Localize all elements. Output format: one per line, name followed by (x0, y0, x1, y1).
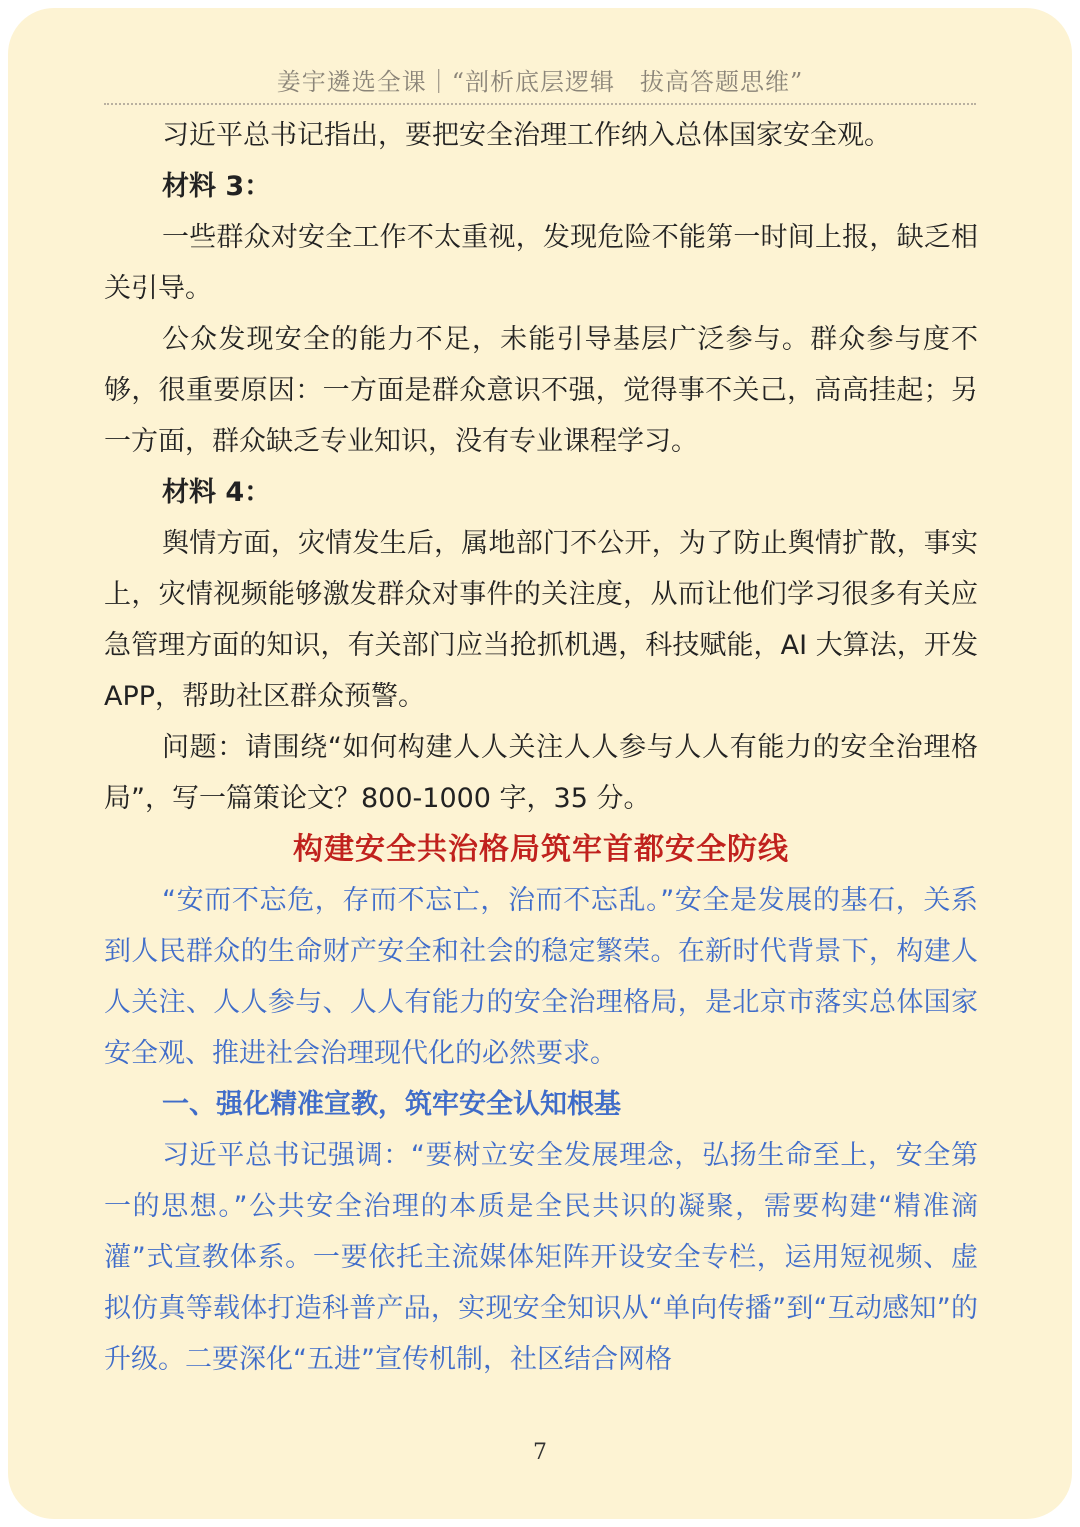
paragraph-intro-quote: 习近平总书记指出，要把安全治理工作纳入总体国家安全观。 (162, 120, 891, 151)
essay-title: 构建安全共治格局筑牢首都安全防线 (293, 832, 789, 867)
essay-section-1-heading: 一、强化精准宣教，筑牢安全认知根基 (162, 1089, 621, 1120)
material-4-paragraph: 舆情方面，灾情发生后，属地部门不公开，为了防止舆情扩散，事实上，灾情视频能够激发群众对事件的关注度，从而让他们学习很多有关应急管理方面的知识，有关部门应当抢抓机遇，科技赋能，AI 大算法，开发 APP，帮助社区群众预警。 (104, 528, 978, 712)
material-4-heading: 材料 4： (162, 477, 272, 508)
material-3-paragraph-1: 一些群众对安全工作不太重视，发现危险不能第一时间上报，缺乏相关引导。 (104, 222, 978, 304)
essay-section-1-body: 习近平总书记强调：“要树立安全发展理念，弘扬生命至上，安全第一的思想。”公共安全治理的本质是全民共识的凝聚，需要构建“精准滴灌”式宣教体系。一要依托主流媒体矩阵开设安全专栏，运用短视频、虚拟仿真等载体打造科普产品，实现安全知识从“单向传播”到“互动感知”的升级。二要深化“五进”宣传机制，社区结合网格 (104, 1140, 978, 1375)
header-divider (104, 103, 976, 105)
material-3-paragraph-2: 公众发现安全的能力不足，未能引导基层广泛参与。群众参与度不够，很重要原因：一方面是群众意识不强，觉得事不关己，高高挂起；另一方面，群众缺乏专业知识，没有专业课程学习。 (104, 324, 978, 457)
question-paragraph: 问题：请围绕“如何构建人人关注人人参与人人有能力的安全治理格局”，写一篇策论文？800-1000 字，35 分。 (104, 732, 978, 814)
page-content (104, 110, 978, 1385)
page-number: 7 (533, 1440, 547, 1465)
running-header: 姜宇遴选全课｜“剖析底层逻辑 拔高答题思维” (276, 68, 804, 96)
essay-intro: “安而不忘危，存而不忘亡，治而不忘乱。”安全是发展的基石，关系到人民群众的生命财产安全和社会的稳定繁荣。在新时代背景下，构建人人关注、人人参与、人人有能力的安全治理格局，是北京市落实总体国家安全观、推进社会治理现代化的必然要求。 (104, 885, 978, 1069)
material-3-heading: 材料 3： (162, 171, 272, 202)
